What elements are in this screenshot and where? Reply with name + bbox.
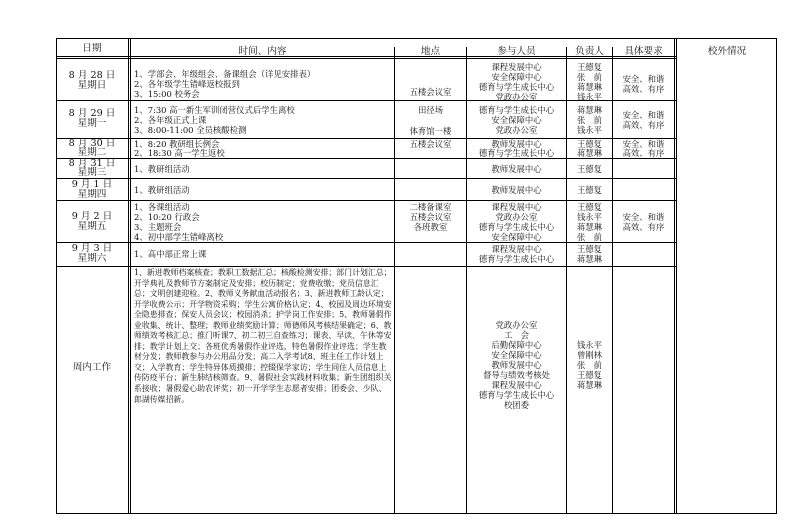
day-participant: 德育与学生成长中心 bbox=[478, 105, 555, 115]
day-responsible: 钱永平 bbox=[576, 92, 603, 102]
weekly-responsible: 张 前 bbox=[576, 360, 603, 370]
day-participant: 安全保障中心 bbox=[491, 72, 542, 82]
day-weekday: 星期日 bbox=[77, 80, 107, 91]
weekly-participant: 安全保障中心 bbox=[491, 350, 542, 360]
weekly-participant: 教师发展中心 bbox=[491, 360, 542, 370]
day-date: 9 月 3 日 bbox=[71, 243, 113, 254]
day-participant: 安全保障中心 bbox=[491, 232, 542, 242]
weekly-content: 1、新进教师档案核查；教职工数据汇总；核酸检测安排；部门计划汇总；开学典礼及教师节方案制定及安排；校历制定；党费收缴；党员信息汇总；文明创建迎检。2、教师义务献血活动报名；3、新进教师工龄认定；开学收费公示；开学物资采购；学生公寓价格认定；4、校园及周边环境安全隐患排查；保安人员会议；校园消杀；护学岗工作安排；5、教师暑假作业收集、统计、整理；教师业绩奖励计算；师德师风考核结果确定；6、教师绩效考核汇总；推门听课7、初二初三自查练习；课表、早读、午休等安排；教学计划上交；各班优秀暑假作业评选，特色暑假作业评选；学生教材分发；教师教参与办公用品分发；高二入学考试8、班主任工作计划上交；入学教育；学生特异体质摸排；控辍保学家访；学生同住人员信息上传防疫平台；新生肺结核筛查。9、暑假社会实践材料收集；新生团组织关系接收；暑假爱心助农评奖；初一开学学生志愿者安排；团委会、少队、郎湖传媒招新。 bbox=[134, 268, 392, 404]
day-participant: 德育与学生成长中心 bbox=[478, 148, 555, 158]
day-responsible: 张 前 bbox=[576, 115, 603, 125]
day-participant: 德育与学生成长中心 bbox=[478, 222, 555, 232]
col-divider bbox=[394, 47, 395, 514]
day-location: 五楼会议室 bbox=[409, 139, 452, 149]
row-divider bbox=[56, 158, 676, 159]
day-responsible: 蒋慧琳 bbox=[576, 222, 603, 232]
header-outside: 校外情况 bbox=[707, 46, 747, 57]
day-requirement: 安全、和谐 bbox=[622, 74, 665, 84]
day-participant: 安全保障中心 bbox=[491, 115, 542, 125]
col-divider bbox=[128, 38, 129, 514]
header-participants: 参与人员 bbox=[497, 46, 536, 57]
day-content-item: 3、8:00-11:00 全员核酸检测 bbox=[134, 125, 247, 135]
row-divider bbox=[56, 178, 676, 179]
day-content-item: 3、主题班会 bbox=[134, 222, 182, 232]
header-location: 地点 bbox=[420, 46, 441, 57]
day-content-item: 1、学部会、年级组会、备课组会（详见安排表） bbox=[134, 69, 316, 79]
day-participant: 党政办公室 bbox=[495, 125, 538, 135]
day-weekday: 星期三 bbox=[77, 167, 107, 178]
day-participant: 德育与学生成长中心 bbox=[478, 254, 555, 264]
day-weekday: 星期五 bbox=[77, 221, 107, 232]
day-requirement: 高效、有序 bbox=[622, 222, 665, 232]
day-location: 体育馆一楼 bbox=[409, 126, 452, 136]
weekly-participant: 课程发展中心 bbox=[491, 380, 542, 390]
day-date: 8 月 30 日 bbox=[68, 138, 116, 149]
day-participant: 课程发展中心 bbox=[491, 202, 542, 212]
header-divider-2 bbox=[56, 58, 676, 59]
header-responsible: 负责人 bbox=[575, 46, 604, 57]
day-location: 田径场 bbox=[417, 105, 444, 115]
day-requirement: 高效、有序 bbox=[622, 120, 665, 130]
weekly-participant: 德育与学生成长中心 bbox=[478, 390, 555, 400]
day-responsible: 蒋慧琳 bbox=[576, 148, 603, 158]
day-weekday: 星期六 bbox=[77, 253, 107, 264]
day-content-item: 3、15:00 校务会 bbox=[134, 89, 200, 99]
col-divider bbox=[130, 38, 131, 514]
day-weekday: 星期二 bbox=[77, 147, 107, 158]
schedule-table bbox=[56, 38, 777, 514]
day-content-item: 1、7:30 高一新生军训闭营仪式后学生离校 bbox=[134, 105, 295, 115]
weekly-responsible: 王德复 bbox=[576, 370, 603, 380]
day-date: 9 月 1 日 bbox=[71, 179, 113, 190]
day-participant: 党政办公室 bbox=[495, 212, 538, 222]
day-content-item: 1、8:20 教研组长例会 bbox=[134, 139, 220, 149]
day-responsible: 张 前 bbox=[576, 72, 603, 82]
day-location: 五楼会议室 bbox=[409, 87, 452, 97]
day-weekday: 星期一 bbox=[77, 118, 107, 129]
day-content-item: 2、10:20 行政会 bbox=[134, 212, 200, 222]
day-responsible: 钱永平 bbox=[576, 125, 603, 135]
day-content-item: 1、高中部正常上课 bbox=[134, 249, 207, 259]
weekly-responsible: 钱永平 bbox=[576, 340, 603, 350]
day-participant: 教师发展中心 bbox=[491, 139, 542, 149]
day-participant: 教师发展中心 bbox=[491, 185, 542, 195]
day-date: 8 月 29 日 bbox=[68, 108, 116, 119]
weekly-participant: 督导与绩效考核处 bbox=[483, 370, 550, 380]
day-responsible: 王德复 bbox=[576, 164, 603, 174]
weekly-responsible: 蒋慧琳 bbox=[576, 380, 603, 390]
day-date: 8 月 31 日 bbox=[68, 158, 116, 169]
day-weekday: 星期四 bbox=[77, 189, 107, 200]
day-content-item: 2、18:30 高一学生返校 bbox=[134, 148, 225, 158]
col-divider bbox=[676, 38, 677, 514]
day-date: 8 月 28 日 bbox=[68, 70, 116, 81]
weekly-participant: 后勤保障中心 bbox=[491, 340, 542, 350]
day-participant: 德育与学生成长中心 bbox=[478, 82, 555, 92]
day-date: 9 月 2 日 bbox=[71, 211, 113, 222]
row-divider bbox=[56, 200, 676, 201]
day-responsible: 蒋慧琳 bbox=[576, 254, 603, 264]
day-responsible: 钱永平 bbox=[576, 212, 603, 222]
header-requirements: 具体要求 bbox=[624, 46, 663, 57]
header-time-content: 时间、内容 bbox=[238, 46, 287, 57]
day-responsible: 王德复 bbox=[576, 185, 603, 195]
day-content-item: 2、各年级正式上课 bbox=[134, 115, 207, 125]
day-content-item: 1、各课组活动 bbox=[134, 202, 190, 212]
day-location: 二楼备课室 bbox=[409, 202, 452, 212]
row-divider bbox=[56, 266, 676, 267]
day-content-item: 1、教研组活动 bbox=[134, 185, 190, 195]
day-responsible: 王德复 bbox=[576, 244, 603, 254]
row-divider bbox=[56, 242, 676, 243]
day-participant: 教师发展中心 bbox=[491, 164, 542, 174]
weekly-participant: 工 会 bbox=[503, 330, 530, 340]
weekly-participant: 校团委 bbox=[503, 400, 530, 410]
day-responsible: 王德复 bbox=[576, 139, 603, 149]
day-content-item: 2、各年级学生错峰返校报到 bbox=[134, 79, 240, 89]
day-content-item: 1、教研组活动 bbox=[134, 164, 190, 174]
day-requirement: 安全、和谐 bbox=[622, 110, 665, 120]
day-requirement: 高效、有序 bbox=[622, 84, 665, 94]
day-responsible: 王德复 bbox=[576, 62, 603, 72]
day-content-item: 4、初中部学生错峰离校 bbox=[134, 232, 224, 242]
day-responsible: 王德复 bbox=[576, 202, 603, 212]
day-location: 五楼会议室 bbox=[409, 212, 452, 222]
weekly-label: 周内工作 bbox=[72, 362, 112, 373]
weekly-responsible: 曾刚林 bbox=[576, 350, 603, 360]
weekly-participant: 党政办公室 bbox=[495, 320, 538, 330]
day-responsible: 蒋慧琳 bbox=[576, 105, 603, 115]
day-participant: 课程发展中心 bbox=[491, 62, 542, 72]
day-responsible: 蒋慧琳 bbox=[576, 82, 603, 92]
day-requirement: 高效、有序 bbox=[622, 148, 665, 158]
day-requirement: 安全、和谐 bbox=[622, 212, 665, 222]
header-date: 日期 bbox=[82, 43, 102, 54]
day-location: 各班教室 bbox=[413, 222, 448, 232]
day-participant: 课程发展中心 bbox=[491, 244, 542, 254]
day-participant: 党政办公室 bbox=[495, 92, 538, 102]
day-responsible: 张 前 bbox=[576, 232, 603, 242]
day-requirement: 安全、和谐 bbox=[622, 139, 665, 149]
col-divider bbox=[674, 38, 675, 514]
